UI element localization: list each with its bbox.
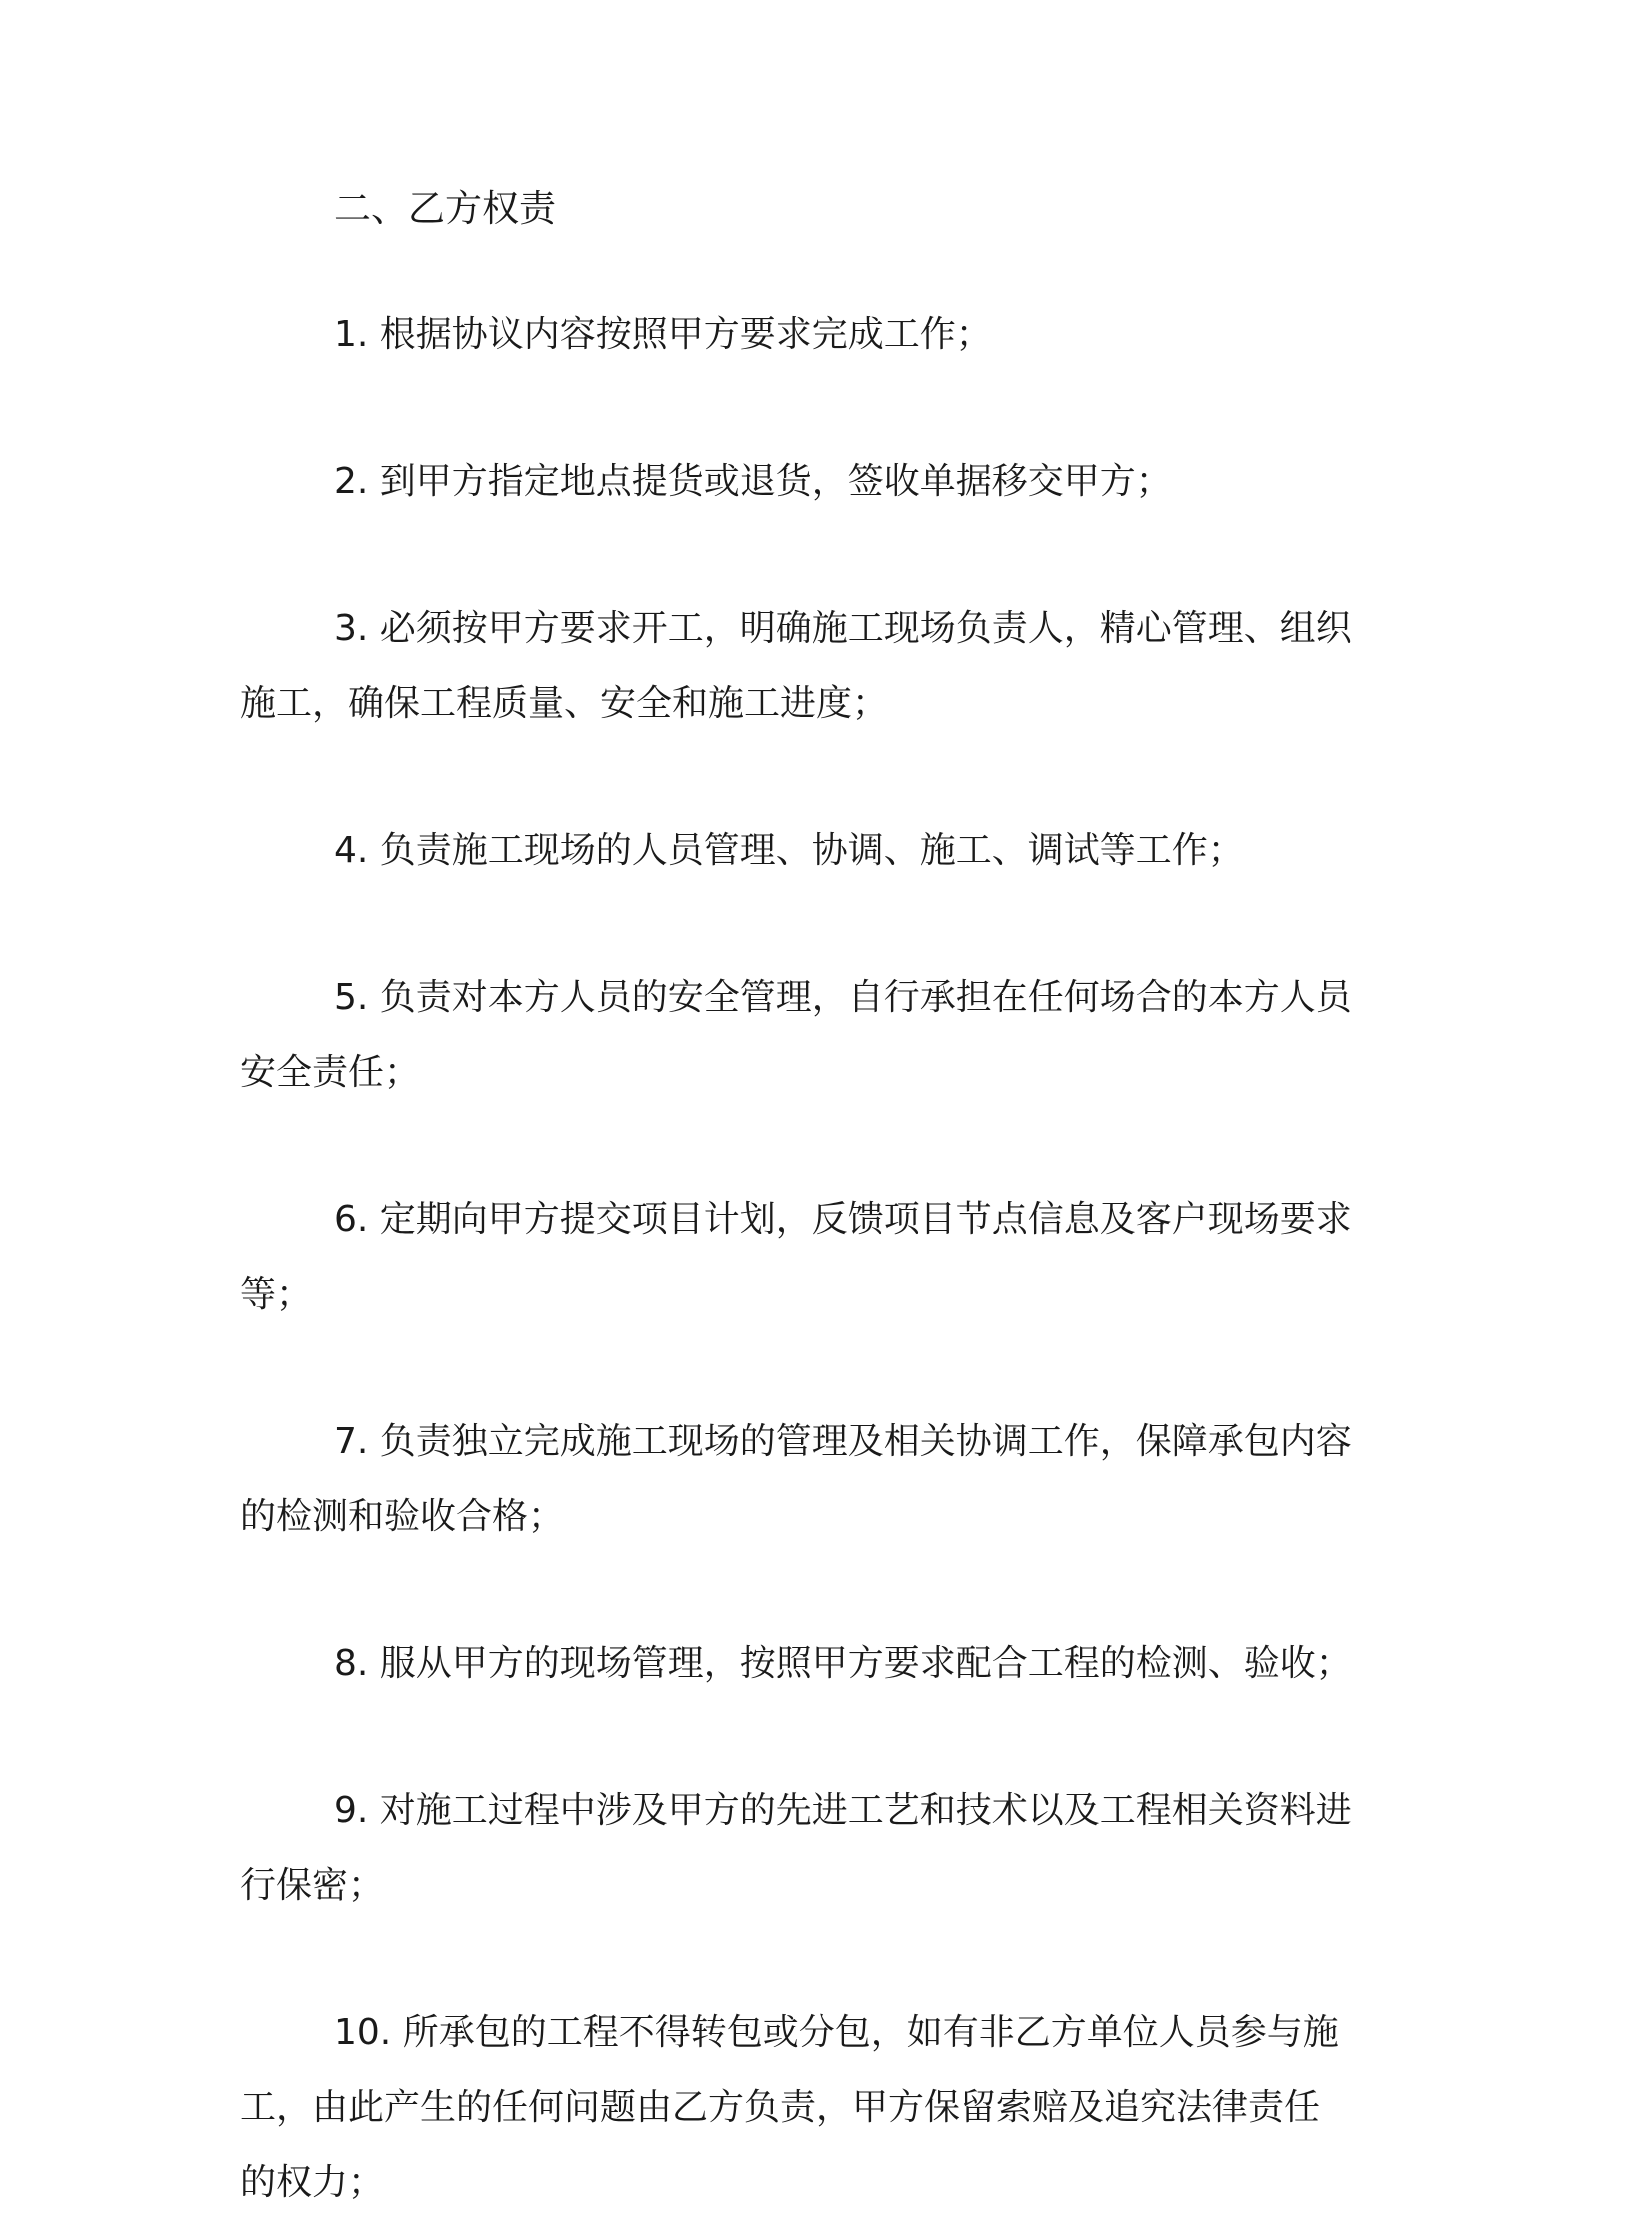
clause-line: 等； xyxy=(240,1274,313,1315)
clause-line: 9. 对施工过程中涉及甲方的先进工艺和技术以及工程相关资料进 xyxy=(334,1790,1352,1831)
clause-line: 1. 根据协议内容按照甲方要求完成工作； xyxy=(334,314,992,355)
clause-line: 7. 负责独立完成施工现场的管理及相关协调工作，保障承包内容 xyxy=(334,1421,1352,1462)
clause-item xyxy=(240,1773,1392,1923)
clause-item xyxy=(240,960,1392,1110)
clause-line: 10. 所承包的工程不得转包或分包，如有非乙方单位人员参与施 xyxy=(334,2012,1339,2053)
clause-line: 安全责任； xyxy=(240,1052,421,1093)
clause-item xyxy=(240,591,1392,741)
clause-line: 工，由此产生的任何问题由乙方负责，甲方保留索赔及追究法律责任 xyxy=(240,2087,1321,2128)
clause-line: 8. 服从甲方的现场管理，按照甲方要求配合工程的检测、验收； xyxy=(334,1643,1352,1684)
clause-line: 3. 必须按甲方要求开工，明确施工现场负责人，精心管理、组织 xyxy=(334,608,1352,649)
clause-item xyxy=(240,1626,1392,1701)
section-heading: 二、乙方权责 xyxy=(334,187,556,230)
clause-item xyxy=(240,444,1392,519)
clause-item xyxy=(240,813,1392,888)
clause-item xyxy=(240,1404,1392,1554)
clause-line: 的权力； xyxy=(240,2162,385,2203)
clause-item xyxy=(240,1995,1392,2220)
clause-line: 2. 到甲方指定地点提货或退货，签收单据移交甲方； xyxy=(334,461,1172,502)
clause-line: 施工，确保工程质量、安全和施工进度； xyxy=(240,683,889,724)
clause-line: 行保密； xyxy=(240,1865,385,1906)
clause-item xyxy=(240,297,1392,372)
clause-line: 6. 定期向甲方提交项目计划，反馈项目节点信息及客户现场要求 xyxy=(334,1199,1352,1240)
clause-item xyxy=(240,1182,1392,1332)
clause-line: 的检测和验收合格； xyxy=(240,1496,565,1537)
clause-list xyxy=(240,297,1392,2220)
clause-line: 4. 负责施工现场的人员管理、协调、施工、调试等工作； xyxy=(334,830,1244,871)
clause-line: 5. 负责对本方人员的安全管理，自行承担在任何场合的本方人员 xyxy=(334,977,1352,1018)
